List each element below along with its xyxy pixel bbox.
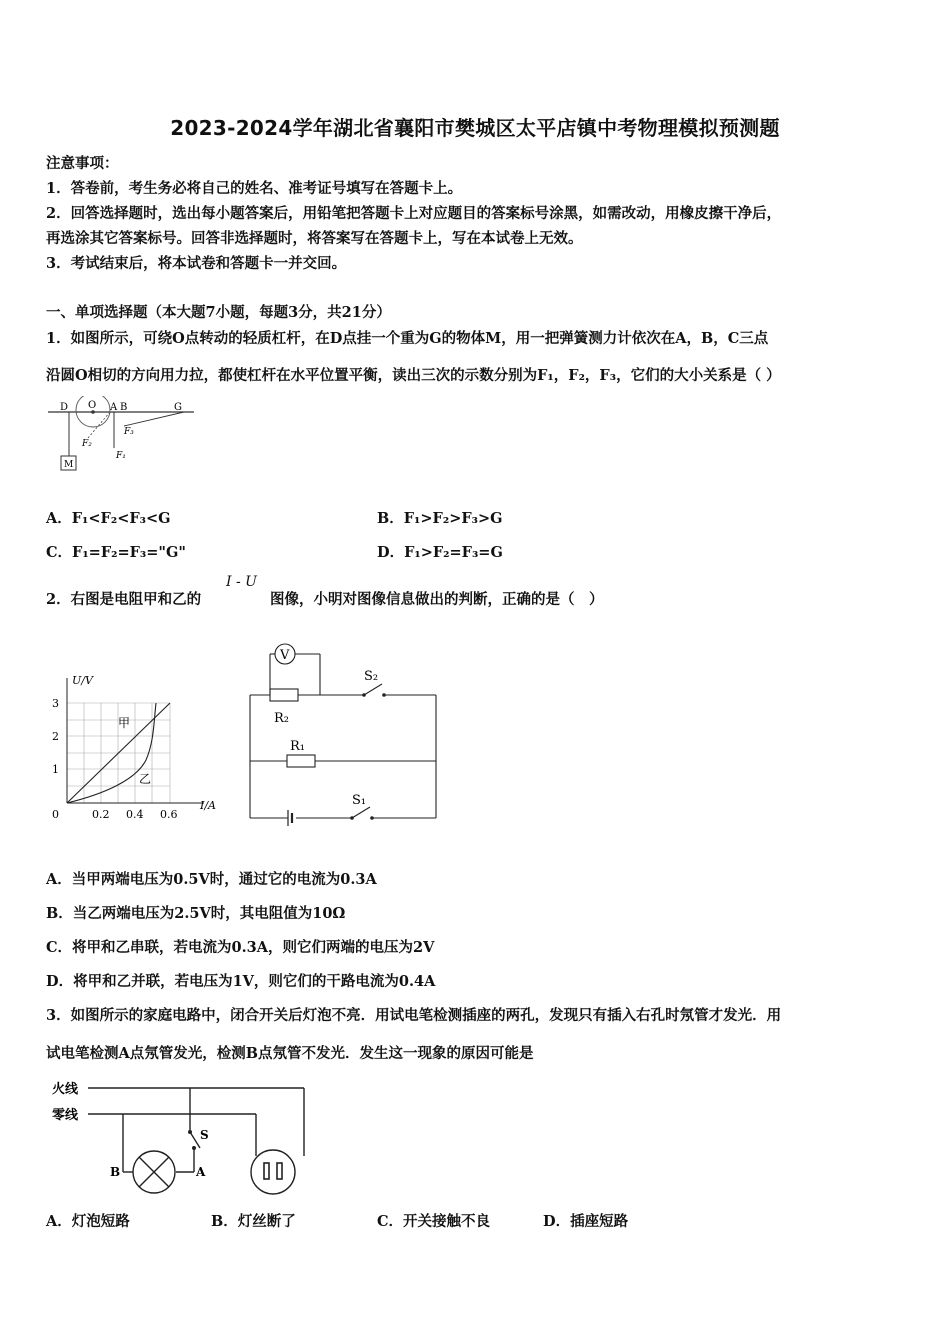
lever-label: O <box>88 400 97 411</box>
q1-option-b: B．F₁>F₂>F₃>G <box>377 510 503 527</box>
lever-label: M <box>64 460 74 470</box>
q1-stem-line1: 1．如图所示，可绕O点转动的轻质杠杆，在D点挂一个重为G的物体M，用一把弹簧测力计依次在A，B，C三点 <box>46 330 769 347</box>
notice-item: 3．考试结束后，将本试卷和答题卡一并交回。 <box>46 255 347 272</box>
lever-label: F₃ <box>124 427 134 437</box>
graph-xtick: 0 <box>52 808 59 821</box>
graph-xtick: 0.6 <box>160 808 178 821</box>
graph-ylabel: U/V <box>72 674 93 687</box>
q3-option-c: C．开关接触不良 <box>377 1213 491 1230</box>
q1-option-d: D．F₁>F₂=F₃=G <box>377 544 503 561</box>
circuit-label: S₂ <box>364 669 379 684</box>
notice-heading: 注意事项： <box>46 155 119 172</box>
notice-item: 再选涂其它答案标号。回答非选择题时，将答案写在答题卡上，写在本试卷上无效。 <box>46 230 583 247</box>
point-a-label: A <box>196 1165 206 1179</box>
lever-label: D <box>60 402 69 413</box>
q1-option-a: A．F₁<F₂<F₃<G <box>46 510 171 527</box>
q3-stem-line1: 3．如图所示的家庭电路中，闭合开关后灯泡不亮．用试电笔检测插座的两孔，发现只有插入右孔时氖管才发光．用 <box>46 1007 782 1024</box>
q2-iu-label: I - U <box>226 574 257 590</box>
graph-ytick: 3 <box>52 697 59 710</box>
q1-stem-line2: 沿圆O相切的方向用力拉，都使杠杆在水平位置平衡，读出三次的示数分别为F₁，F₂，F₃，它们的大小关系是（ ） <box>46 367 781 384</box>
voltmeter-label: V <box>280 648 290 663</box>
lever-figure <box>44 396 204 476</box>
q3-option-b: B．灯丝断了 <box>211 1213 296 1230</box>
section-heading: 一、单项选择题（本大题7小题，每题3分，共21分） <box>46 304 391 321</box>
switch-label: S <box>200 1128 209 1142</box>
lever-label: G <box>174 402 182 413</box>
q2-stem-before: 2．右图是电阻甲和乙的 <box>46 591 202 608</box>
lever-label: A <box>110 402 118 413</box>
point-b-label: B <box>110 1165 121 1179</box>
q1-option-c: C．F₁=F₂=F₃="G" <box>46 544 186 561</box>
circuit-label: S₁ <box>352 793 367 808</box>
q3-stem-line2: 试电笔检测A点氖管发光，检测B点氖管不发光．发生这一现象的原因可能是 <box>46 1045 534 1062</box>
graph-xtick: 0.4 <box>126 808 144 821</box>
circuit-label: R₁ <box>290 739 305 754</box>
lever-label: B <box>120 402 128 413</box>
live-wire-label: 火线 <box>52 1082 79 1097</box>
q3-option-d: D．插座短路 <box>543 1213 629 1230</box>
graph-ytick: 1 <box>52 763 59 776</box>
q2-option-d: D．将甲和乙并联，若电压为1V，则它们的干路电流为0.4A <box>46 973 436 990</box>
graph-curve-label: 乙 <box>139 772 152 786</box>
q2-option-b: B．当乙两端电压为2.5V时，其电阻值为10Ω <box>46 905 346 922</box>
q2-option-a: A．当甲两端电压为0.5V时，通过它的电流为0.3A <box>46 871 377 888</box>
q3-option-a: A．灯泡短路 <box>46 1213 130 1230</box>
circuit-diagram <box>240 638 450 828</box>
q2-option-c: C．将甲和乙串联，若电流为0.3A，则它们两端的电压为2V <box>46 939 435 956</box>
iu-graph <box>44 668 224 828</box>
graph-curve-label: 甲 <box>118 716 131 730</box>
home-circuit-figure <box>48 1076 318 1202</box>
notice-item: 2．回答选择题时，选出每小题答案后，用铅笔把答题卡上对应题目的答案标号涂黑，如需改动，用橡皮擦干净后， <box>46 205 782 222</box>
graph-xtick: 0.2 <box>92 808 110 821</box>
q2-stem-after: 图像，小明对图像信息做出的判断，正确的是（ ） <box>270 591 604 608</box>
lever-label: F₁ <box>116 451 126 461</box>
notice-item: 1．答卷前，考生务必将自己的姓名、准考证号填写在答题卡上。 <box>46 180 463 197</box>
graph-ytick: 2 <box>52 730 59 743</box>
graph-xlabel: I/A <box>200 799 216 812</box>
lever-label: F₂ <box>82 439 92 449</box>
circuit-label: R₂ <box>274 711 289 726</box>
page-title: 2023-2024学年湖北省襄阳市樊城区太平店镇中考物理模拟预测题 <box>170 116 780 140</box>
neutral-wire-label: 零线 <box>52 1108 79 1123</box>
